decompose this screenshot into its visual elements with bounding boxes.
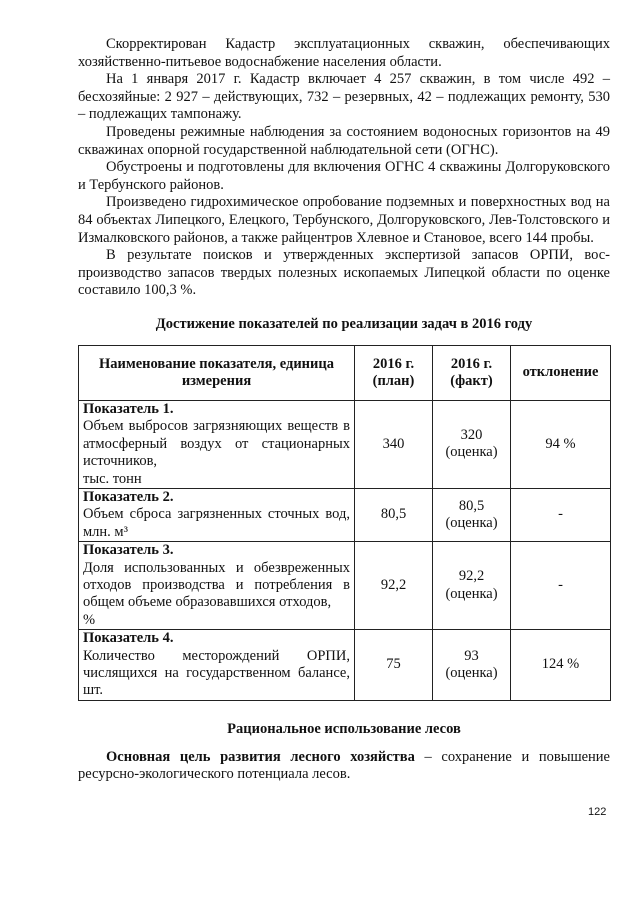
paragraph-regime-observations: Проведены режимные наблюдения за состоянием водоносных горизонтов на 49 скважинах опорной государственной наблюдательной сети (ОГНС).	[78, 123, 610, 158]
paragraph-reserves-reproduction: В результате поисков и утвержденных экспертизой запасов ОРПИ, вос-производство запасов твердых полезных ископаемых Липецкой области по оценке составило 100,3 %.	[78, 247, 610, 299]
indicator-2-title: Показатель 2.	[83, 488, 174, 505]
header-plan	[355, 345, 433, 400]
header-plan-sub: (план)	[372, 372, 415, 389]
paragraph-cadastre-adjusted: Скорректирован Кадастр эксплуатационных скважин, обеспечивающих хозяйственно-питьевое водоснабжение населения области.	[78, 36, 610, 70]
indicator-3-name	[79, 542, 355, 630]
table-row	[79, 542, 611, 630]
header-name: Наименование показателя, единица измерения	[79, 345, 355, 400]
indicator-2-plan: 80,5	[355, 488, 433, 541]
forestry-goal-paragraph	[78, 749, 610, 784]
indicator-3-fact	[433, 542, 511, 630]
table-header-row	[79, 345, 611, 400]
indicator-1-fact-note: (оценка)	[445, 444, 498, 461]
indicator-1-desc: Объем выбросов загрязняющих веществ в атмосферный воздух от стационарных источников,	[83, 418, 350, 470]
indicator-4-fact	[433, 630, 511, 701]
indicator-1-plan: 340	[355, 400, 433, 488]
indicator-2-desc: Объем сброса загрязненных сточных вод, млн. м³	[83, 506, 350, 540]
document-page	[78, 36, 610, 784]
indicator-3-desc: Доля использованных и обезвреженных отходов производства и потребления в общем объеме образовавшихся отходов,	[83, 559, 350, 611]
indicator-2-fact-value: 80,5	[458, 497, 485, 514]
indicator-2-name	[79, 488, 355, 541]
indicator-1-name	[79, 400, 355, 488]
paragraph-wells-prepared: Обустроены и подготовлены для включения ОГНС 4 скважины Долгоруковского и Тербунского районов.	[78, 159, 610, 193]
indicator-1-unit: тыс. тонн	[83, 470, 142, 487]
indicator-4-title: Показатель 4.	[83, 630, 174, 647]
table-heading: Достижение показателей по реализации задач в 2016 году	[155, 315, 533, 332]
indicator-3-fact-note: (оценка)	[445, 585, 498, 602]
paragraph-cadastre-counts: На 1 января 2017 г. Кадастр включает 4 257 скважин, в том числе 492 – бесхозяйные: 2 927 – действующих, 732 – резервных, 42 – подлежащих ремонту, 530 – подлежащих тампонажу.	[78, 71, 610, 123]
page-number: 122	[588, 806, 607, 818]
indicator-4-fact-value: 93	[464, 647, 479, 664]
indicator-3-deviation: -	[511, 542, 611, 630]
indicator-1-title: Показатель 1.	[83, 400, 174, 417]
indicator-3-fact-value: 92,2	[458, 568, 485, 585]
indicator-1-fact	[433, 400, 511, 488]
indicator-2-fact-note: (оценка)	[445, 515, 498, 532]
table-row	[79, 630, 611, 701]
header-plan-year: 2016 г.	[372, 355, 415, 372]
indicators-table	[78, 345, 611, 701]
indicator-4-name	[79, 630, 355, 701]
indicator-4-plan: 75	[355, 630, 433, 701]
header-fact-year: 2016 г.	[450, 355, 493, 372]
forestry-goal-text: – сохранение и повышение ресурсно-экологического потенциала лесов.	[78, 748, 610, 783]
indicator-1-deviation: 94 %	[511, 400, 611, 488]
header-fact-sub: (факт)	[450, 372, 493, 389]
indicator-4-desc: Количество месторождений ОРПИ, числящихся на государственном балансе, шт.	[83, 647, 350, 699]
indicator-4-deviation: 124 %	[511, 630, 611, 701]
paragraph-hydrochemical-sampling: Произведено гидрохимическое опробование подземных и поверхностных вод на 84 объектах Липецкого, Елецкого, Тербунского, Долгоруковского, Лев-Толстовского и Измалковского районов, а также райцентров Хлевное и Становое, всего 144 пробы.	[78, 194, 610, 246]
indicator-3-title: Показатель 3.	[83, 542, 174, 559]
indicator-3-unit: %	[83, 611, 96, 628]
forestry-goal-label: Основная цель развития лесного хозяйства	[106, 748, 415, 765]
indicator-2-deviation: -	[511, 488, 611, 541]
header-fact	[433, 345, 511, 400]
header-deviation: отклонение	[511, 345, 611, 400]
section-heading: Рациональное использование лесов	[227, 720, 461, 737]
indicator-2-fact	[433, 488, 511, 541]
table-row	[79, 488, 611, 541]
indicator-3-plan: 92,2	[355, 542, 433, 630]
table-row	[79, 400, 611, 488]
indicator-4-fact-note: (оценка)	[445, 665, 498, 681]
indicator-1-fact-value: 320	[460, 427, 483, 444]
